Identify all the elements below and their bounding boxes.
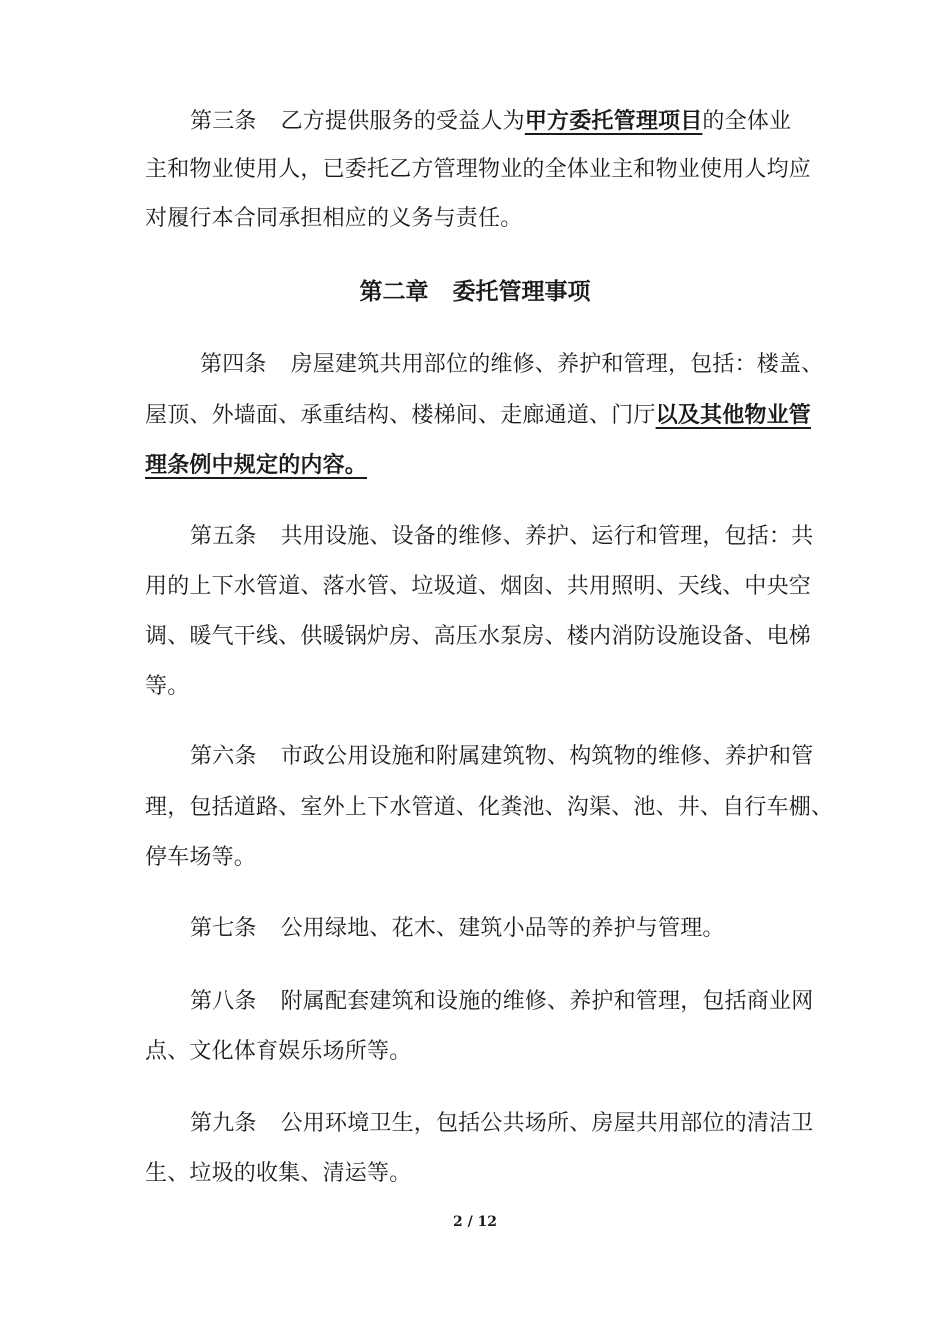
article-7-line-1: 第七条 公用绿地、花木、建筑小品等的养护与管理。 [190,916,725,941]
article-3-line-2: 主和物业使用人，已委托乙方管理物业的全体业主和物业使用人均应 [145,157,812,182]
chapter-heading [0,277,950,307]
article-3-line-1: 第三条 乙方提供服务的受益人为甲方委托管理项目的全体业 [190,108,792,134]
page-number: 2 / 12 [452,1214,498,1230]
article-6-number: 第六条 [190,744,257,769]
article-3-line-3: 对履行本合同承担相应的义务与责任。 [145,206,523,231]
chapter-number: 第二章 [359,278,429,305]
article-4-line-3: 理条例中规定的内容。 [145,452,368,478]
article-5-line-3: 调、暖气干线、供暖锅炉房、高压水泵房、楼内消防设施设备、电梯 [145,624,812,649]
article-6-line-3: 停车场等。 [145,845,257,870]
article-4-number: 第四条 [200,352,267,377]
article-8-number: 第八条 [190,989,257,1014]
article-8-line-1: 第八条 附属配套建筑和设施的维修、养护和管理，包括商业网 [190,989,814,1014]
article-5-line-1: 第五条 共用设施、设备的维修、养护、运行和管理，包括：共 [190,524,814,549]
article-7-number: 第七条 [190,916,257,941]
article-9-line-1: 第九条 公用环境卫生，包括公共场所、房屋共用部位的清洁卫 [190,1111,814,1136]
article-4-line-1: 第四条 房屋建筑共用部位的维修、养护和管理，包括：楼盖、 [200,352,824,377]
article-5-line-2: 用的上下水管道、落水管、垃圾道、烟囱、共用照明、天线、中央空 [145,574,812,599]
chapter-title: 委托管理事项 [452,278,591,305]
highlighted-term: 甲方委托管理项目 [524,108,703,134]
article-6-line-2: 理，包括道路、室外上下水管道、化粪池、沟渠、池、井、自行车棚、 [145,795,834,820]
article-9-line-2: 生、垃圾的收集、清运等。 [145,1161,412,1186]
article-8-line-2: 点、文化体育娱乐场所等。 [145,1039,412,1064]
article-9-number: 第九条 [190,1111,257,1136]
article-4-line-2: 屋顶、外墙面、承重结构、楼梯间、走廊通道、门厅以及其他物业管 [145,402,812,428]
article-5-line-4: 等。 [145,674,190,699]
article-5-number: 第五条 [190,524,257,549]
article-3-number: 第三条 [190,109,257,134]
article-6-line-1: 第六条 市政公用设施和附属建筑物、构筑物的维修、养护和管 [190,744,814,769]
